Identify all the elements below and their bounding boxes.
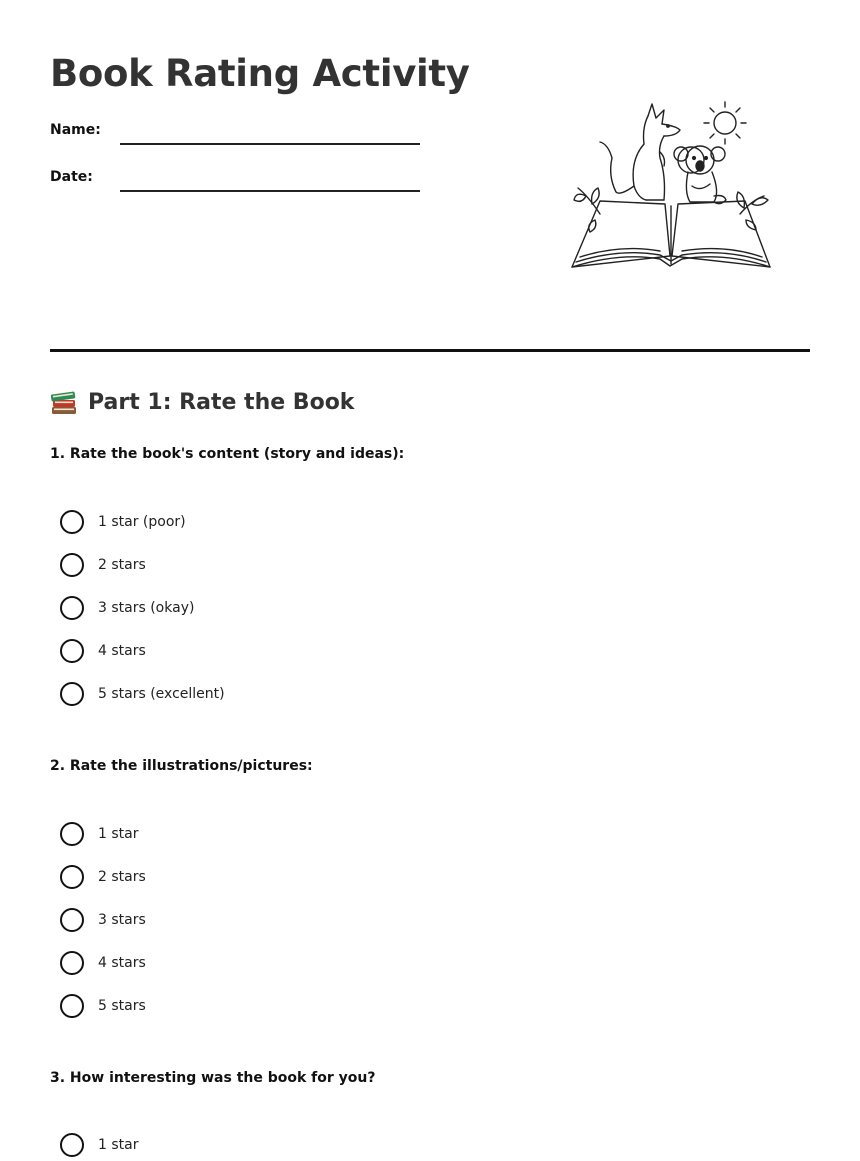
sun-icon (704, 102, 746, 144)
section-title: Part 1: Rate the Book (88, 390, 355, 415)
option-label: 2 stars (98, 869, 146, 885)
q2-option-2[interactable] (60, 864, 146, 890)
radio-button[interactable] (60, 510, 84, 534)
option-label: 3 stars (98, 912, 146, 928)
kangaroo-icon (600, 104, 680, 200)
q1-option-4[interactable] (60, 638, 146, 664)
q3-option-1[interactable] (60, 1132, 138, 1158)
kangaroo-koala-book-illustration (560, 96, 774, 278)
book-icon (572, 201, 770, 267)
date-label: Date: (50, 169, 93, 185)
radio-button[interactable] (60, 994, 84, 1018)
option-label: 1 star (98, 826, 139, 842)
question-1: 1. Rate the book's content (story and ideas): (50, 446, 405, 462)
section-divider (50, 349, 810, 352)
q1-option-5[interactable] (60, 681, 225, 707)
q1-option-2[interactable] (60, 552, 146, 578)
q2-option-1[interactable] (60, 821, 138, 847)
option-label: 4 stars (98, 955, 146, 971)
option-label: 5 stars (98, 998, 146, 1014)
option-label: 3 stars (okay) (98, 600, 195, 616)
option-label: 2 stars (98, 557, 146, 573)
name-field[interactable] (120, 143, 420, 145)
koala-icon (674, 146, 726, 204)
name-label: Name: (50, 122, 101, 138)
question-3: 3. How interesting was the book for you? (50, 1070, 376, 1086)
radio-button[interactable] (60, 822, 84, 846)
page-title: Book Rating Activity (50, 52, 470, 95)
q1-option-3[interactable] (60, 595, 194, 621)
option-label: 5 stars (excellent) (98, 686, 225, 702)
radio-button[interactable] (60, 1133, 84, 1157)
q1-option-1[interactable] (60, 509, 186, 535)
radio-button[interactable] (60, 596, 84, 620)
radio-button[interactable] (60, 682, 84, 706)
radio-button[interactable] (60, 908, 84, 932)
books-icon (50, 390, 78, 416)
option-label: 1 star (98, 1137, 139, 1153)
radio-button[interactable] (60, 553, 84, 577)
question-2: 2. Rate the illustrations/pictures: (50, 758, 313, 774)
section-heading (50, 386, 354, 420)
date-field[interactable] (120, 190, 420, 192)
q2-option-5[interactable] (60, 993, 146, 1019)
radio-button[interactable] (60, 865, 84, 889)
q2-option-4[interactable] (60, 950, 146, 976)
q2-option-3[interactable] (60, 907, 146, 933)
radio-button[interactable] (60, 951, 84, 975)
option-label: 4 stars (98, 643, 146, 659)
radio-button[interactable] (60, 639, 84, 663)
option-label: 1 star (poor) (98, 514, 186, 530)
